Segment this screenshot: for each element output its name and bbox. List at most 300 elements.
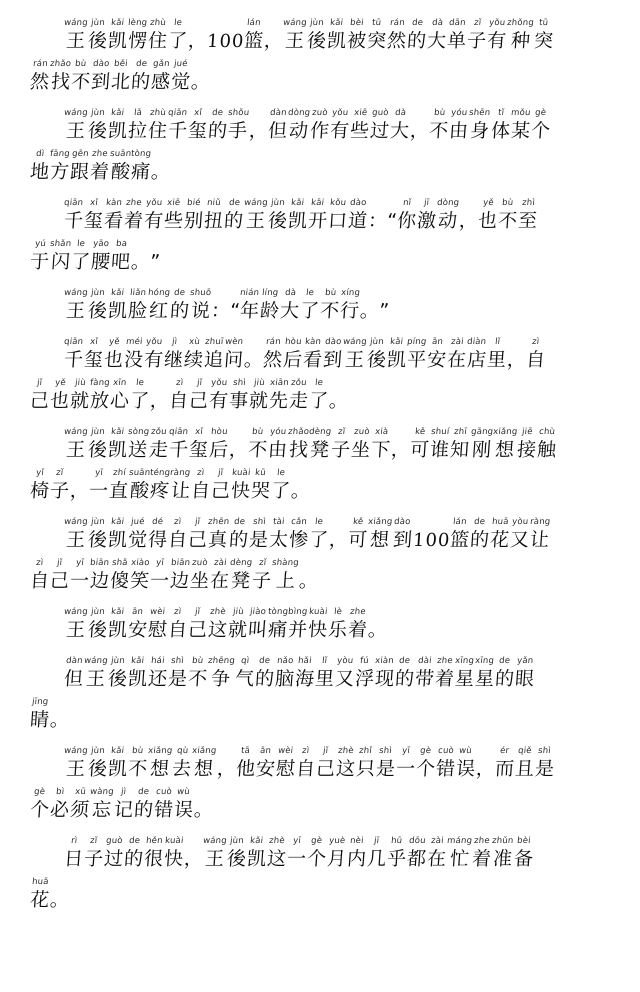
annotated-character xyxy=(417,198,437,234)
hanzi-character: 着 xyxy=(89,161,111,183)
annotated-character xyxy=(30,558,50,594)
pinyin-annotation: jǐ xyxy=(196,378,203,388)
annotated-character xyxy=(64,656,84,692)
annotated-character xyxy=(487,337,507,373)
pinyin-annotation: xǐ xyxy=(89,198,99,208)
hanzi-character: 里 xyxy=(314,668,336,690)
hanzi-character: 不 xyxy=(187,668,209,690)
annotated-character xyxy=(208,607,228,643)
hanzi-character: 直 xyxy=(108,480,130,502)
hanzi-character: 走 xyxy=(148,439,170,461)
hanzi-character: 的 xyxy=(469,529,491,551)
hanzi-character: 是 xyxy=(534,758,556,780)
pinyin-annotation: kě xyxy=(414,427,427,437)
annotated-character xyxy=(64,517,88,553)
ruby-run-group xyxy=(30,468,614,504)
pinyin-annotation: kǎi xyxy=(110,607,125,617)
annotated-character xyxy=(229,517,249,553)
pinyin-annotation: wáng xyxy=(83,656,109,666)
pinyin-annotation: jǐ xyxy=(36,378,44,388)
hanzi-character: 去 xyxy=(171,758,194,780)
hanzi-character: 动 xyxy=(437,210,459,232)
pinyin-annotation: zǒu xyxy=(150,427,168,437)
pinyin-annotation: qiān xyxy=(63,337,85,347)
ruby-run-group xyxy=(30,337,614,373)
ruby-run-group xyxy=(30,836,614,872)
annotated-character xyxy=(355,656,375,692)
hanzi-character: 是 xyxy=(374,758,397,780)
annotated-character xyxy=(64,746,88,782)
annotated-character xyxy=(30,59,50,95)
pinyin-annotation: gāng xyxy=(470,427,494,437)
hanzi-character: 边 xyxy=(169,570,191,592)
pinyin-annotation: ān xyxy=(131,607,144,617)
hanzi-character: 误 xyxy=(173,799,195,821)
hanzi-character: 问 xyxy=(223,349,245,371)
pinyin-annotation: jǐ xyxy=(194,517,201,527)
annotated-character xyxy=(296,746,316,782)
annotated-character xyxy=(30,877,50,913)
hanzi-character: ， xyxy=(187,30,208,52)
text-line xyxy=(30,656,614,692)
annotated-character xyxy=(320,288,340,324)
annotated-character xyxy=(190,558,210,594)
hanzi-character: 了 xyxy=(299,300,321,322)
hanzi-character: 些 xyxy=(349,120,372,142)
hanzi-character: ， xyxy=(506,349,527,371)
pinyin-annotation: kě xyxy=(352,517,364,527)
annotated-character xyxy=(407,836,427,872)
hanzi-character: 须 xyxy=(69,799,91,821)
pinyin-annotation: jùn xyxy=(90,288,106,298)
hanzi-character: 下 xyxy=(370,439,393,461)
pinyin-annotation: zhe xyxy=(91,149,109,159)
pinyin-annotation: jiào xyxy=(249,607,267,617)
pinyin-annotation: wèi xyxy=(277,746,294,756)
annotated-character xyxy=(111,239,131,275)
hanzi-character: 想 xyxy=(369,529,392,551)
annotated-character xyxy=(244,18,264,54)
hanzi-character: 拉 xyxy=(127,120,149,142)
pinyin-annotation: de xyxy=(411,18,424,28)
annotated-character xyxy=(515,746,535,782)
annotated-character xyxy=(170,558,190,594)
hanzi-character: 己 xyxy=(49,570,71,592)
pinyin-annotation: rán xyxy=(265,337,282,347)
pinyin-annotation: cǎn xyxy=(290,517,308,527)
pinyin-annotation: guò xyxy=(371,108,390,118)
annotated-character xyxy=(249,378,269,414)
pinyin-annotation: xīng xyxy=(474,656,495,666)
pinyin-annotation: de xyxy=(137,787,150,797)
annotated-character xyxy=(84,198,104,234)
pinyin-annotation: dèng xyxy=(308,427,332,437)
annotated-character xyxy=(189,427,209,463)
pinyin-annotation: wáng xyxy=(202,836,228,846)
pinyin-annotation: dì xyxy=(35,149,45,159)
annotated-character xyxy=(108,607,128,643)
pinyin-annotation: lǐ xyxy=(494,337,501,347)
annotated-character xyxy=(192,746,216,782)
pinyin-annotation: zì xyxy=(532,337,541,347)
pinyin-annotation: yǒu xyxy=(488,18,506,28)
pinyin-annotation: yòu xyxy=(336,656,354,666)
pinyin-annotation: hū xyxy=(390,836,404,846)
ruby-run-group xyxy=(30,18,614,54)
annotated-character xyxy=(184,198,204,234)
hanzi-character: 凯 xyxy=(386,349,408,371)
hanzi-character: 有 xyxy=(143,210,165,232)
pinyin-annotation: kǎi xyxy=(389,337,405,347)
hanzi-character: 误 xyxy=(455,758,477,780)
annotated-character xyxy=(476,746,495,782)
hanzi-character: 了 xyxy=(308,529,330,551)
hanzi-character: 花 xyxy=(489,529,511,551)
annotated-character xyxy=(472,836,492,872)
annotated-character xyxy=(111,59,131,95)
hanzi-character: 里 xyxy=(486,349,508,371)
hanzi-character: 王 xyxy=(65,30,87,52)
annotated-character xyxy=(228,607,248,643)
paragraph xyxy=(30,18,614,95)
pinyin-annotation: xiǎng xyxy=(147,746,173,756)
annotated-character xyxy=(456,746,476,782)
hanzi-character: 後 xyxy=(87,30,109,52)
hanzi-character: ， xyxy=(328,529,350,551)
pinyin-annotation: zǒu xyxy=(290,378,308,388)
pinyin-annotation: jiē xyxy=(521,427,533,437)
hanzi-character: 体 xyxy=(489,120,512,142)
pinyin-annotation: qì xyxy=(240,656,250,666)
hanzi-character: 椅 xyxy=(29,480,51,502)
pinyin-annotation: xiǎng xyxy=(492,427,518,437)
hanzi-character: 。 xyxy=(190,71,211,93)
hanzi-character: 乎 xyxy=(386,848,408,870)
hanzi-character: 脑 xyxy=(274,668,296,690)
annotated-character xyxy=(150,239,160,275)
pinyin-annotation: jǐ xyxy=(217,468,224,478)
pinyin-annotation: běi xyxy=(113,59,129,69)
hanzi-character: 的 xyxy=(494,668,516,690)
annotated-character xyxy=(329,517,348,553)
pinyin-annotation: zuò xyxy=(353,427,370,437)
hanzi-character: 放 xyxy=(89,390,111,412)
paragraph xyxy=(30,517,614,594)
hanzi-character: 的 xyxy=(406,30,428,52)
annotated-character xyxy=(30,468,50,504)
pinyin-annotation: wáng xyxy=(282,18,308,28)
pinyin-annotation: zhe xyxy=(125,198,143,208)
pinyin-annotation: wáng xyxy=(243,198,269,208)
annotated-character xyxy=(280,288,300,324)
hanzi-character: 乐 xyxy=(327,619,349,641)
annotated-character xyxy=(534,18,554,54)
annotated-character xyxy=(515,656,535,692)
pinyin-annotation: shì xyxy=(537,746,552,756)
annotated-character xyxy=(370,108,390,144)
hanzi-character: 後 xyxy=(226,848,248,870)
annotated-character xyxy=(50,239,71,275)
hanzi-character: 花 xyxy=(29,889,51,911)
annotated-character xyxy=(251,468,271,504)
annotated-character xyxy=(224,198,244,234)
annotated-character xyxy=(149,427,169,463)
hanzi-character: 的 xyxy=(133,799,155,821)
hanzi-character: 觉 xyxy=(127,529,149,551)
hanzi-character: 不 xyxy=(127,758,149,780)
annotated-character xyxy=(224,337,244,373)
annotated-character xyxy=(229,427,248,463)
annotated-character xyxy=(368,198,387,234)
pinyin-annotation: lán xyxy=(452,517,468,527)
pinyin-annotation: zì xyxy=(175,378,184,388)
pinyin-annotation: suān xyxy=(109,149,132,159)
annotated-character xyxy=(289,378,309,414)
pinyin-annotation: shǎ xyxy=(111,558,129,568)
annotated-character xyxy=(360,288,379,324)
annotated-character xyxy=(104,337,124,373)
hanzi-character: 过 xyxy=(103,848,125,870)
annotated-character xyxy=(375,656,395,692)
annotated-character xyxy=(50,558,70,594)
hanzi-character: 子 xyxy=(83,848,105,870)
paragraph xyxy=(30,607,614,643)
annotated-character xyxy=(295,656,315,692)
annotated-character xyxy=(194,787,213,823)
text-line xyxy=(30,108,614,144)
annotated-character xyxy=(340,288,360,324)
pinyin-annotation: bì xyxy=(55,787,65,797)
hanzi-character: 眼 xyxy=(514,668,536,690)
pinyin-annotation: kāi xyxy=(310,198,326,208)
hanzi-character: 傻 xyxy=(109,570,131,592)
pinyin-annotation: dé xyxy=(151,517,164,527)
annotated-character xyxy=(347,836,367,872)
pinyin-annotation: wáng xyxy=(342,337,368,347)
hanzi-character: 不 xyxy=(497,210,519,232)
hanzi-character: 快 xyxy=(307,619,329,641)
annotated-character xyxy=(300,288,320,324)
ruby-run-group xyxy=(30,427,614,463)
pinyin-annotation: ba xyxy=(115,239,128,249)
hanzi-character: 到 xyxy=(90,71,112,93)
hanzi-character: 慰 xyxy=(274,758,297,780)
annotated-character xyxy=(498,198,518,234)
annotated-character xyxy=(124,836,144,872)
text-line xyxy=(30,517,614,553)
annotated-character xyxy=(89,468,109,504)
pinyin-annotation: jǐ xyxy=(322,746,329,756)
annotated-character xyxy=(299,558,318,594)
pinyin-annotation: yī xyxy=(292,836,302,846)
ruby-run-group xyxy=(30,198,614,234)
annotated-character xyxy=(88,427,108,463)
hanzi-character: ， xyxy=(228,439,249,461)
hanzi-character: 由 xyxy=(267,439,289,461)
hanzi-character: 。 xyxy=(367,619,388,641)
hanzi-character: 是 xyxy=(248,529,270,551)
annotated-character xyxy=(252,558,272,594)
annotated-character xyxy=(291,468,310,504)
paragraph xyxy=(30,288,614,324)
pinyin-annotation: dà xyxy=(431,18,444,28)
hanzi-character: 知 xyxy=(449,439,472,461)
hanzi-character: 安 xyxy=(127,619,149,641)
pinyin-annotation: de xyxy=(228,198,241,208)
hanzi-character: 千 xyxy=(63,349,85,371)
hanzi-character: ， xyxy=(390,439,412,461)
annotated-character xyxy=(144,198,164,234)
pinyin-annotation: zǐ xyxy=(258,558,267,568)
annotated-character xyxy=(391,427,410,463)
annotated-character xyxy=(231,468,251,504)
pinyin-annotation: yǎn xyxy=(516,656,534,666)
annotated-character xyxy=(307,836,327,872)
hanzi-character: 争 xyxy=(210,668,233,690)
pinyin-annotation: yī xyxy=(94,468,104,478)
annotated-character xyxy=(309,378,329,414)
hanzi-character: 着 xyxy=(434,668,456,690)
pinyin-annotation: wáng xyxy=(63,427,89,437)
hanzi-character: 龄 xyxy=(259,300,281,322)
hanzi-character: 个 xyxy=(306,848,328,870)
annotated-character xyxy=(64,18,88,54)
annotated-character xyxy=(491,108,511,144)
hanzi-character: 。 xyxy=(150,161,172,183)
annotated-character xyxy=(416,746,436,782)
paragraph xyxy=(30,656,614,733)
annotated-character xyxy=(130,378,150,414)
hanzi-character: 篮 xyxy=(449,529,471,551)
annotated-character xyxy=(247,836,267,872)
annotated-character xyxy=(368,607,387,643)
annotated-character xyxy=(356,746,376,782)
pinyin-annotation: jiù xyxy=(74,378,86,388)
hanzi-character: 痛 xyxy=(267,619,289,641)
annotated-character xyxy=(144,337,164,373)
annotated-character xyxy=(526,337,546,373)
pinyin-annotation: kàn xyxy=(105,198,123,208)
pinyin-annotation: wáng xyxy=(63,18,89,28)
annotated-character xyxy=(230,558,252,594)
hanzi-character: 己 xyxy=(187,529,209,551)
pinyin-annotation: yě xyxy=(108,337,120,347)
annotated-character xyxy=(208,656,235,692)
pinyin-annotation: jùn xyxy=(369,337,385,347)
annotated-character xyxy=(495,656,515,692)
annotated-character xyxy=(248,427,268,463)
pinyin-annotation: jǐ xyxy=(194,607,201,617)
annotated-character xyxy=(407,18,427,54)
pinyin-annotation: gè xyxy=(34,787,47,797)
pinyin-annotation: de xyxy=(173,288,187,298)
annotated-character xyxy=(150,558,170,594)
pinyin-annotation: kū xyxy=(254,468,267,478)
pinyin-annotation: huā xyxy=(31,877,49,887)
hanzi-character: 错 xyxy=(153,799,175,821)
annotated-character xyxy=(30,697,50,733)
annotated-character xyxy=(288,427,309,463)
hanzi-character: 年 xyxy=(239,300,261,322)
annotated-character xyxy=(88,746,108,782)
hanzi-character: 刚 xyxy=(470,439,493,461)
pinyin-annotation: gè xyxy=(419,746,432,756)
annotated-character xyxy=(308,198,328,234)
ruby-run-group xyxy=(30,517,614,553)
annotated-character xyxy=(283,18,307,54)
pinyin-annotation: yī xyxy=(75,558,85,568)
annotated-character xyxy=(128,656,148,692)
annotated-character xyxy=(148,108,168,144)
annotated-character xyxy=(131,239,150,275)
annotated-character xyxy=(50,59,71,95)
annotated-character xyxy=(64,607,88,643)
pinyin-annotation: hǎi xyxy=(297,656,313,666)
pinyin-annotation: qiān xyxy=(167,108,188,118)
pinyin-annotation: rán xyxy=(389,18,405,28)
pinyin-annotation: sòng xyxy=(127,427,150,437)
pinyin-annotation: dào xyxy=(393,517,412,527)
hanzi-character: 准 xyxy=(492,848,514,870)
annotated-character xyxy=(50,378,70,414)
annotated-character xyxy=(128,18,148,54)
pinyin-annotation: yóu xyxy=(269,427,287,437)
hanzi-character: “ xyxy=(229,300,241,322)
pinyin-annotation: bù xyxy=(191,656,204,666)
annotated-character xyxy=(268,198,288,234)
ruby-run-group xyxy=(30,149,614,185)
hanzi-character: 继 xyxy=(163,349,185,371)
annotated-character xyxy=(303,337,323,373)
hanzi-character: 脸 xyxy=(127,300,149,322)
hanzi-character: 酸 xyxy=(109,161,132,183)
annotated-character xyxy=(169,378,189,414)
text-line xyxy=(30,378,614,414)
hanzi-character: 接 xyxy=(516,439,538,461)
hanzi-character: 到 xyxy=(322,349,345,371)
hanzi-character: 子 xyxy=(49,480,71,502)
annotated-character xyxy=(170,468,190,504)
hanzi-character: 记 xyxy=(113,799,135,821)
annotated-character xyxy=(90,787,114,823)
hanzi-character: ： xyxy=(210,300,232,322)
annotated-character xyxy=(351,427,371,463)
annotated-character xyxy=(91,239,111,275)
pinyin-annotation: xiàn xyxy=(374,656,395,666)
hanzi-character: 愣 xyxy=(127,30,149,52)
annotated-character xyxy=(88,288,108,324)
annotated-character xyxy=(511,108,531,144)
annotated-character xyxy=(108,288,128,324)
annotated-character xyxy=(188,607,208,643)
annotated-character xyxy=(164,836,184,872)
hanzi-character: 过 xyxy=(369,120,392,142)
pinyin-annotation: jùn xyxy=(90,517,106,527)
annotated-character xyxy=(348,607,368,643)
hanzi-character: 让 xyxy=(169,480,192,502)
annotated-character xyxy=(30,149,50,185)
hanzi-character: 没 xyxy=(123,349,145,371)
hanzi-character: 红 xyxy=(148,300,170,322)
annotated-character xyxy=(144,836,164,872)
pinyin-annotation: qù xyxy=(176,746,189,756)
pinyin-annotation: ér xyxy=(499,746,510,756)
hanzi-character: 现 xyxy=(374,668,396,690)
annotated-character xyxy=(323,337,343,373)
annotated-character xyxy=(64,836,84,872)
hanzi-character: 100 xyxy=(206,31,245,52)
ruby-run-group xyxy=(30,787,614,823)
